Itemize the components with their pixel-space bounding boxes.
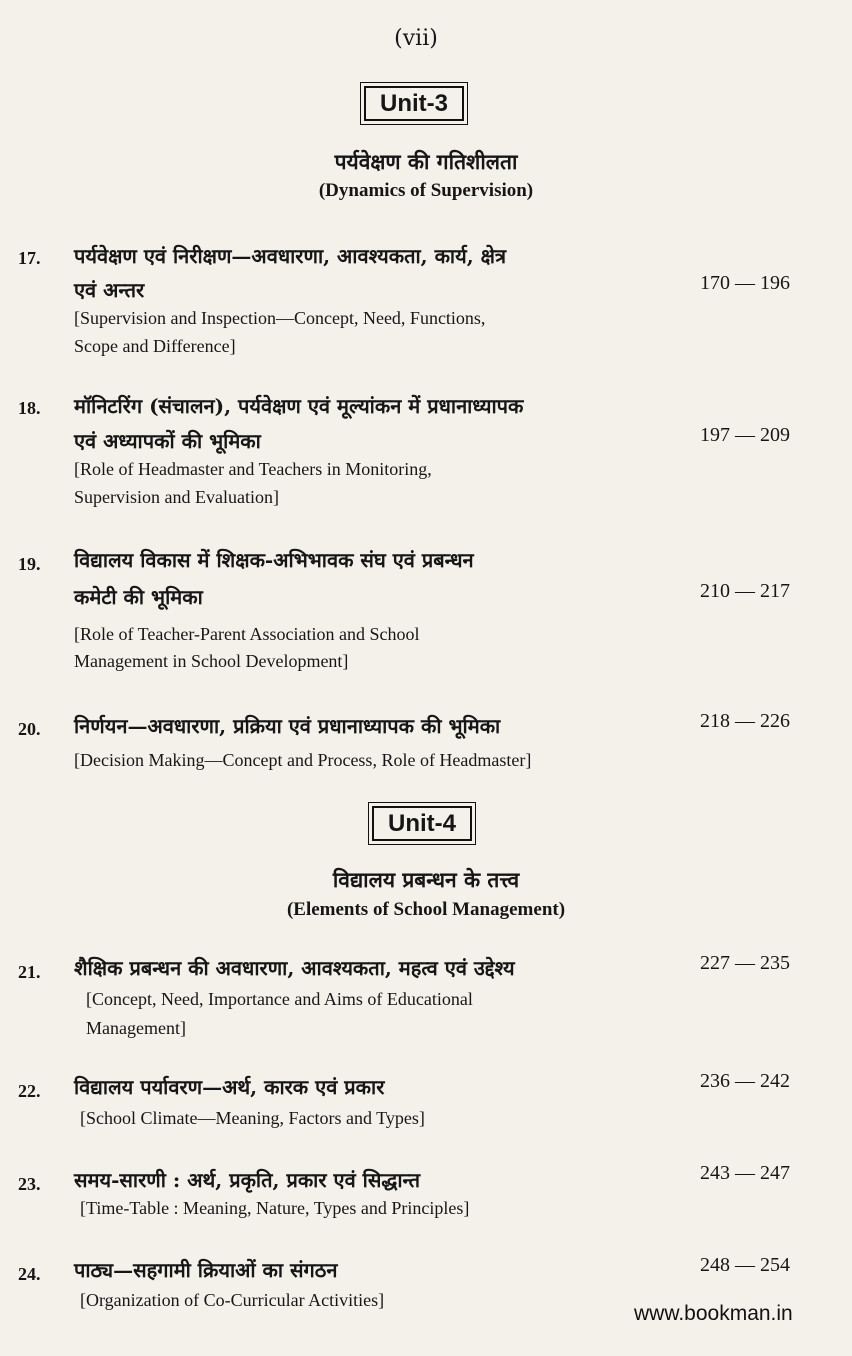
entry-title-english: Scope and Difference] — [74, 336, 236, 356]
unit-4-label: Unit-4 — [372, 806, 472, 841]
entry-title-english: [Role of Teacher-Parent Association and School — [74, 624, 420, 644]
entry-title-hindi: मॉनिटरिंग (संचालन), पर्यवेक्षण एवं मूल्यांकन में प्रधानाध्यापक — [74, 394, 524, 418]
unit-3-title-hindi: पर्यवेक्षण की गतिशीलता — [334, 149, 518, 174]
entry-title-english: [School Climate—Meaning, Factors and Types] — [80, 1108, 425, 1128]
website-watermark: www.bookman.in — [634, 1302, 793, 1325]
entry-title-hindi: समय-सारणी : अर्थ, प्रकृति, प्रकार एवं सिद्धान्त — [74, 1168, 421, 1192]
entry-title-english: [Decision Making—Concept and Process, Role of Headmaster] — [74, 750, 532, 770]
entry-page-range: 170 — 196 — [700, 272, 790, 294]
entry-title-english: Management] — [86, 1018, 186, 1038]
entry-title-hindi: पर्यवेक्षण एवं निरीक्षण—अवधारणा, आवश्यकता, कार्य, क्षेत्र — [74, 244, 507, 268]
entry-number: 17. — [18, 248, 41, 268]
entry-title-english: [Concept, Need, Importance and Aims of Educational — [86, 989, 473, 1009]
entry-page-range: 243 — 247 — [700, 1162, 790, 1184]
entry-number: 20. — [18, 719, 41, 739]
entry-title-hindi: कमेटी की भूमिका — [74, 585, 203, 609]
entry-number: 23. — [18, 1174, 41, 1194]
unit-4-title-english: (Elements of School Management) — [286, 899, 566, 920]
entry-title-hindi: एवं अन्तर — [74, 278, 145, 302]
entry-page-range: 236 — 242 — [700, 1070, 790, 1092]
page-number: (vii) — [394, 26, 438, 51]
entry-title-hindi: एवं अध्यापकों की भूमिका — [74, 429, 261, 453]
entry-number: 18. — [18, 398, 41, 418]
entry-title-english: Supervision and Evaluation] — [74, 487, 279, 507]
entry-page-range: 210 — 217 — [700, 580, 790, 602]
entry-title-english: [Time-Table : Meaning, Nature, Types and Principles] — [80, 1198, 470, 1218]
entry-page-range: 218 — 226 — [700, 710, 790, 732]
entry-title-hindi: विद्यालय विकास में शिक्षक-अभिभावक संघ एवं प्रबन्धन — [74, 548, 474, 572]
entry-title-english: [Supervision and Inspection—Concept, Need, Functions, — [74, 308, 486, 328]
entry-page-range: 197 — 209 — [700, 424, 790, 446]
entry-number: 19. — [18, 554, 41, 574]
entry-title-hindi: विद्यालय पर्यावरण—अर्थ, कारक एवं प्रकार — [74, 1075, 385, 1099]
entry-title-hindi: निर्णयन—अवधारणा, प्रक्रिया एवं प्रधानाध्यापक की भूमिका — [74, 714, 501, 738]
entry-page-range: 227 — 235 — [700, 952, 790, 974]
entry-title-english: [Role of Headmaster and Teachers in Monitoring, — [74, 459, 432, 479]
entry-number: 21. — [18, 962, 41, 982]
entry-title-hindi: शैक्षिक प्रबन्धन की अवधारणा, आवश्यकता, महत्व एवं उद्देश्य — [74, 956, 515, 980]
entry-title-english: [Organization of Co-Curricular Activities] — [80, 1290, 385, 1310]
unit-4-title-hindi: विद्यालय प्रबन्धन के तत्त्व — [332, 867, 520, 892]
entry-number: 22. — [18, 1081, 41, 1101]
unit-3-title-english: (Dynamics of Supervision) — [318, 180, 534, 201]
entry-title-hindi: पाठ्य—सहगामी क्रियाओं का संगठन — [74, 1258, 338, 1282]
entry-number: 24. — [18, 1264, 41, 1284]
entry-title-english: Management in School Development] — [74, 651, 349, 671]
unit-3-label: Unit-3 — [364, 86, 464, 121]
entry-page-range: 248 — 254 — [700, 1254, 790, 1276]
